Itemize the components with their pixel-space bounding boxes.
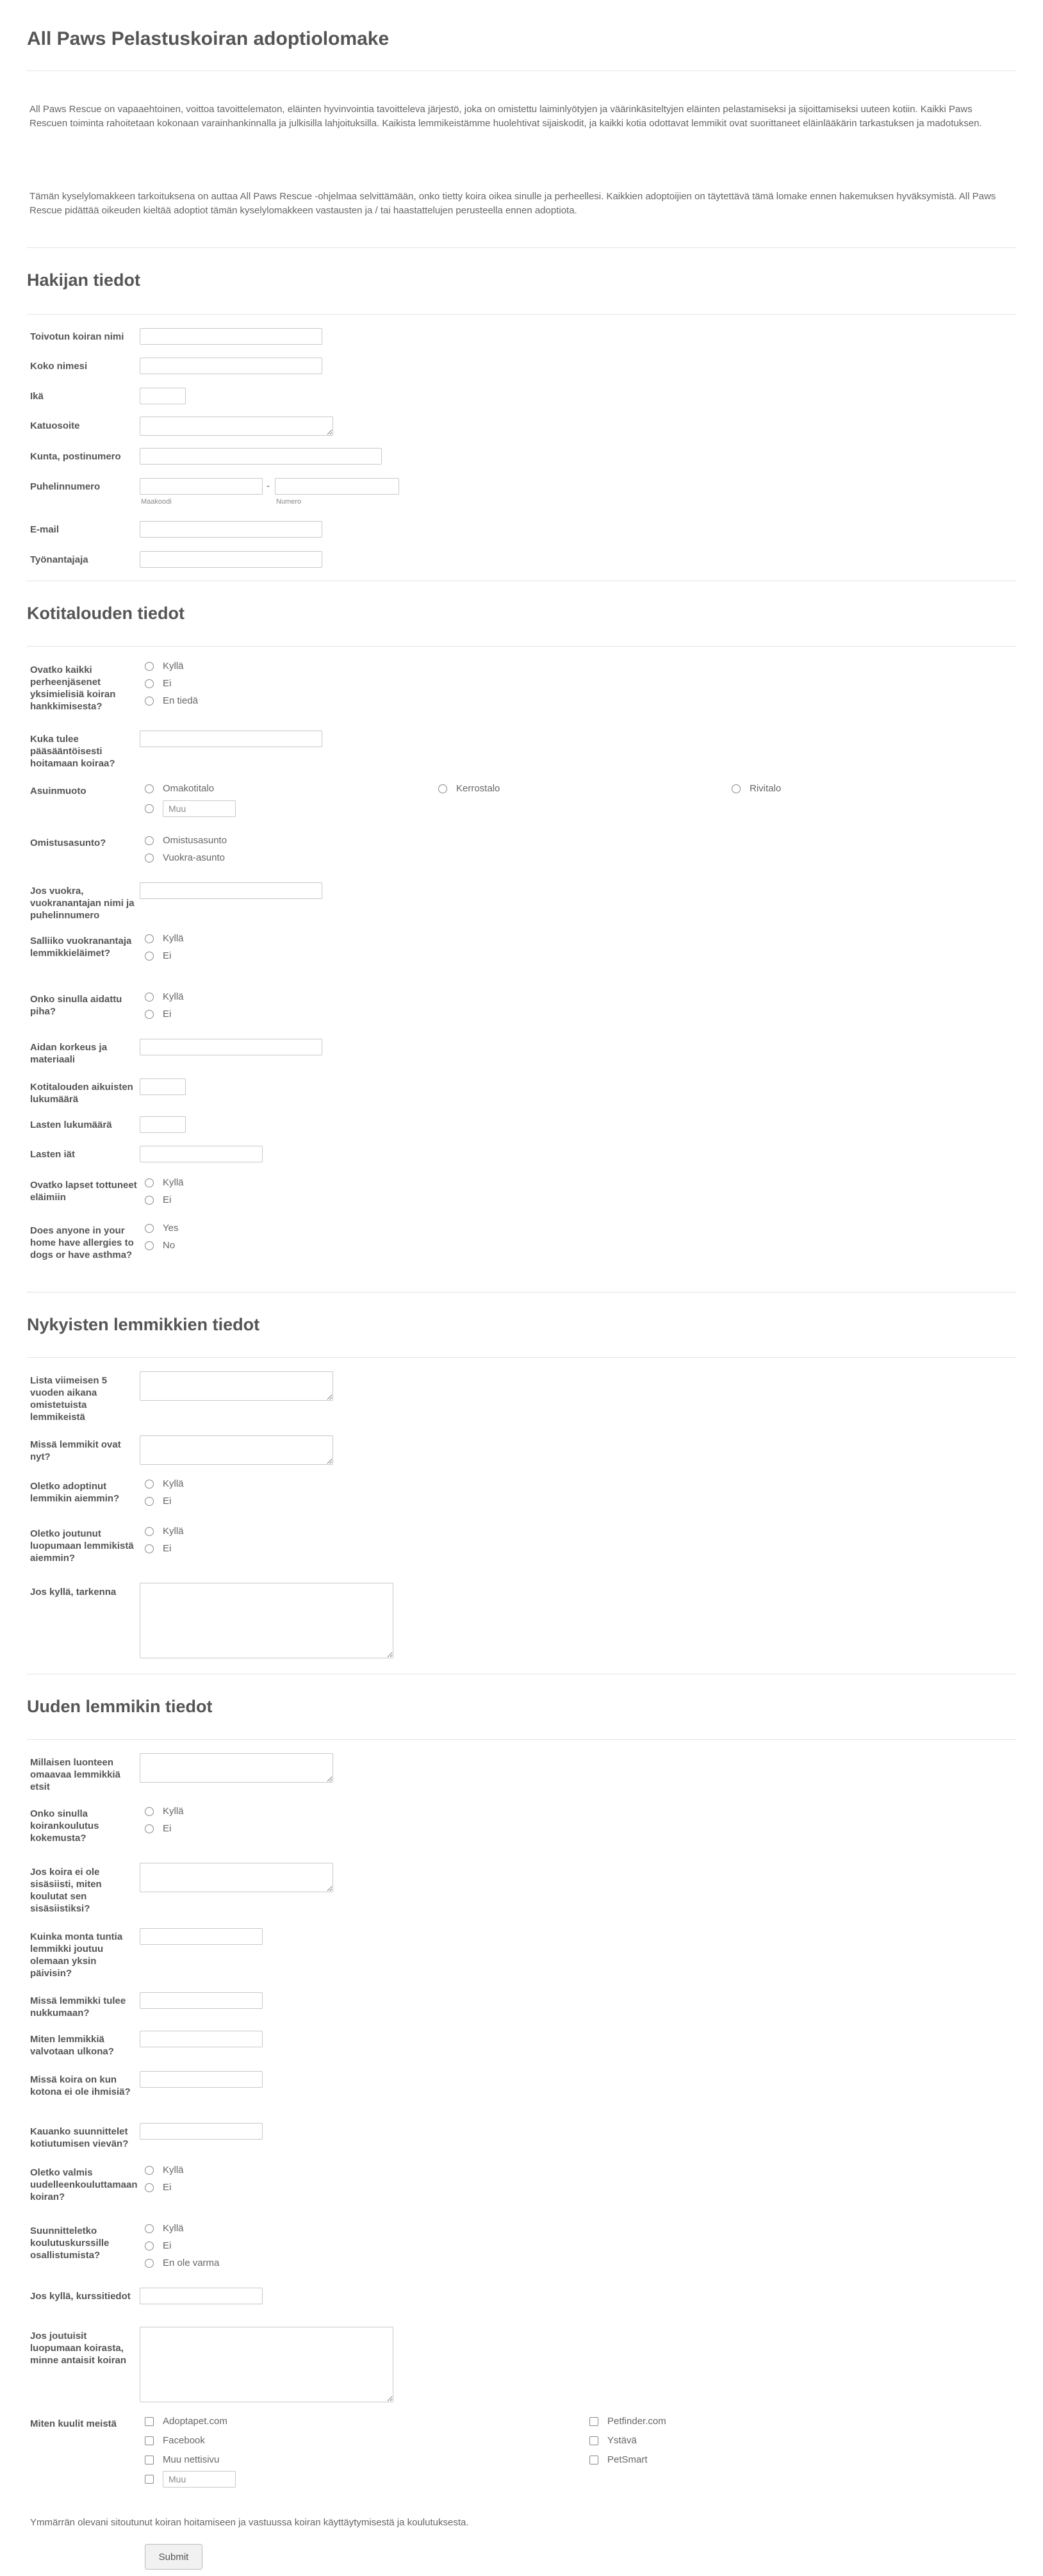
- housebreak-input[interactable]: [140, 1863, 333, 1892]
- ownership-rented[interactable]: Vuokra-asunto: [145, 852, 225, 863]
- email-label: E-mail: [30, 524, 60, 535]
- checkbox-icon[interactable]: [589, 2417, 598, 2426]
- age-label: Ikä: [30, 391, 44, 402]
- full-name-input[interactable]: [140, 358, 322, 374]
- adopted-before-label: Oletko adoptinut lemmikin aiemmin?: [30, 1481, 120, 1504]
- radio-icon[interactable]: [145, 697, 154, 706]
- checkbox-icon[interactable]: [145, 2436, 154, 2445]
- adopted-before-no[interactable]: Ei: [145, 1496, 171, 1507]
- radio-icon[interactable]: [438, 784, 447, 793]
- surrender-details-input[interactable]: [140, 1583, 393, 1658]
- divider: [27, 1357, 1016, 1358]
- referral-other[interactable]: [145, 2471, 236, 2488]
- referral-petsmart[interactable]: PetSmart: [589, 2454, 648, 2465]
- divider: [27, 1739, 1016, 1740]
- referral-adoptapet[interactable]: Adoptapet.com: [145, 2416, 227, 2427]
- training-course-no[interactable]: Ei: [145, 2240, 171, 2251]
- training-course-label: Suunnitteletko koulutuskurssille osallistumista?: [30, 2225, 110, 2261]
- city-zip-label: Kunta, postinumero: [30, 451, 121, 462]
- retrain-no[interactable]: Ei: [145, 2182, 171, 2193]
- family-agree-unsure[interactable]: En tiedä: [145, 695, 198, 706]
- fenced-yard-label: Onko sinulla aidattu piha?: [30, 994, 122, 1017]
- surrendered-before-label: Oletko joutunut luopumaan lemmikistä aiemmin?: [30, 1528, 134, 1564]
- landlord-input[interactable]: [140, 882, 322, 899]
- hours-alone-label: Kuinka monta tuntia lemmikki joutuu olemaan yksin päivisin?: [30, 1931, 123, 1979]
- email-input[interactable]: [140, 521, 322, 538]
- radio-icon[interactable]: [145, 2242, 154, 2250]
- allergy-label: Does anyone in your home have allergies to dogs or have asthma?: [30, 1225, 134, 1260]
- section-title-new-pet: Uuden lemmikin tiedot: [27, 1697, 213, 1716]
- dog-name-label: Toivotun koiran nimi: [30, 331, 124, 342]
- landlord-allow-yes[interactable]: Kyllä: [145, 933, 184, 944]
- intro-paragraph-2: Tämän kyselylomakkeen tarkoituksena on auttaa All Paws Rescue -ohjelmaa selvittämään, onko tietty koira oikea sinulle ja perheellesi. Kaikkien adoptoijien on täytettävä tämä lomake ennen hakemuksen hyväksymistä. All Paws Rescue pidättää oikeuden kieltää adoptiot tämän kyselylomakkeen vastausten ja / tai haastattelujen perusteella ennen adoptiota.: [29, 191, 996, 216]
- phone-label: Puhelinnumero: [30, 481, 101, 492]
- referral-label: Miten kuulit meistä: [30, 2418, 117, 2429]
- radio-icon[interactable]: [145, 2166, 154, 2175]
- referral-friend[interactable]: Ystävä: [589, 2435, 637, 2446]
- section-title-household: Kotitalouden tiedot: [27, 604, 185, 623]
- temperament-input[interactable]: [140, 1753, 333, 1783]
- family-agree-label: Ovatko kaikki perheenjäsenet yksimielisiä koiran hankkimisesta?: [30, 665, 116, 712]
- fenced-yard-no[interactable]: Ei: [145, 1009, 171, 1020]
- outdoor-supervision-label: Miten lemmikkiä valvotaan ulkona?: [30, 2034, 114, 2057]
- training-experience-yes[interactable]: Kyllä: [145, 1806, 184, 1817]
- children-pets-label: Ovatko lapset tottuneet eläimiin: [30, 1180, 137, 1203]
- pets-list-input[interactable]: [140, 1371, 333, 1401]
- dog-name-input[interactable]: [140, 328, 322, 345]
- radio-icon[interactable]: [145, 1241, 154, 1250]
- temperament-label: Millaisen luonteen omaavaa lemmikkiä etsit: [30, 1757, 120, 1792]
- full-name-label: Koko nimesi: [30, 361, 88, 372]
- radio-icon[interactable]: [145, 993, 154, 1002]
- radio-icon[interactable]: [145, 1497, 154, 1506]
- housing-apartment[interactable]: Kerrostalo: [438, 783, 500, 794]
- referral-petfinder[interactable]: Petfinder.com: [589, 2416, 666, 2427]
- age-input[interactable]: [140, 388, 186, 404]
- give-up-input[interactable]: [140, 2327, 393, 2402]
- radio-icon[interactable]: [145, 854, 154, 863]
- outdoor-supervision-input[interactable]: [140, 2031, 263, 2047]
- radio-icon[interactable]: [145, 679, 154, 688]
- allergy-yes[interactable]: Yes: [145, 1223, 178, 1234]
- landlord-label: Jos vuokra, vuokranantajan nimi ja puhelinnumero: [30, 886, 135, 921]
- section-title-applicant: Hakijan tiedot: [27, 270, 141, 290]
- hours-alone-input[interactable]: [140, 1928, 263, 1945]
- phone-number-sublabel: Numero: [276, 498, 302, 506]
- alone-place-label: Missä koira on kun kotona ei ole ihmisiä?: [30, 2074, 131, 2097]
- submit-button[interactable]: Submit: [145, 2544, 202, 2570]
- radio-icon[interactable]: [145, 1807, 154, 1816]
- radio-icon[interactable]: [145, 1480, 154, 1489]
- adopted-before-yes[interactable]: Kyllä: [145, 1478, 184, 1489]
- pets-list-label: Lista viimeisen 5 vuoden aikana omistetuista lemmikeistä: [30, 1375, 108, 1423]
- children-ages-label: Lasten iät: [30, 1149, 76, 1160]
- divider: [27, 70, 1016, 71]
- training-experience-label: Onko sinulla koirankoulutus kokemusta?: [30, 1808, 99, 1844]
- settle-time-input[interactable]: [140, 2123, 263, 2140]
- checkbox-icon[interactable]: [145, 2475, 154, 2484]
- radio-icon[interactable]: [145, 836, 154, 845]
- address-label: Katuosoite: [30, 420, 80, 431]
- divider: [27, 247, 1016, 248]
- fenced-yard-yes[interactable]: Kyllä: [145, 991, 184, 1002]
- divider: [27, 646, 1016, 647]
- children-pets-yes[interactable]: Kyllä: [145, 1177, 184, 1188]
- children-count-input[interactable]: [140, 1116, 186, 1133]
- landlord-allow-label: Salliiko vuokranantaja lemmikkieläimet?: [30, 936, 132, 959]
- course-details-input[interactable]: [140, 2288, 263, 2304]
- children-pets-no[interactable]: Ei: [145, 1194, 171, 1205]
- divider: [27, 314, 1016, 315]
- checkbox-icon[interactable]: [145, 2417, 154, 2426]
- alone-place-input[interactable]: [140, 2071, 263, 2088]
- surrendered-before-yes[interactable]: Kyllä: [145, 1526, 184, 1537]
- settle-time-label: Kauanko suunnittelet kotiutumisen vievän?: [30, 2126, 129, 2149]
- radio-icon[interactable]: [145, 2224, 154, 2233]
- intro-paragraph-1: All Paws Rescue on vapaaehtoinen, voittoa tavoittelematon, eläinten hyvinvointia tavoitteleva järjestö, joka on omistettu laiminlyötyjen ja väärinkäsiteltyjen eläinten pelastamiseksi ja sijoittamiseksi uuteen kotiin. Kaikki Paws Rescuen toiminta rahoitetaan kokonaan varainhankinnalla ja julkisilla lahjoituksilla. Kaikista lemmikeistämme huolehtivat sijaiskodit, ja kaikki kotia odottavat lemmikit ovat suorittaneet eläinlääkärin tarkastuksen ja madotuksen.: [29, 104, 982, 129]
- housing-house[interactable]: Omakotitalo: [145, 783, 214, 794]
- give-up-label: Jos joutuisit luopumaan koirasta, minne antaisit koiran: [30, 2331, 127, 2366]
- caretaker-label: Kuka tulee pääsääntöisesti hoitamaan koiraa?: [30, 734, 115, 769]
- children-count-label: Lasten lukumäärä: [30, 1119, 112, 1130]
- surrender-details-label: Jos kyllä, tarkenna: [30, 1587, 117, 1598]
- allergy-no[interactable]: No: [145, 1240, 175, 1251]
- checkbox-icon[interactable]: [145, 2456, 154, 2465]
- housebreak-label: Jos koira ei ole sisäsiisti, miten koulutat sen sisäsiistiksi?: [30, 1867, 102, 1914]
- fence-height-input[interactable]: [140, 1039, 322, 1055]
- commitment-statement: Ymmärrän olevani sitoutunut koiran hoitamiseen ja vastuussa koiran käyttäytymisestä ja koulutuksesta.: [30, 2517, 469, 2528]
- checkbox-icon[interactable]: [589, 2436, 598, 2445]
- radio-icon[interactable]: [145, 934, 154, 943]
- radio-icon[interactable]: [145, 1824, 154, 1833]
- fence-height-label: Aidan korkeus ja materiaali: [30, 1042, 108, 1065]
- housing-other-input[interactable]: [163, 800, 236, 817]
- phone-number-input[interactable]: [275, 478, 399, 495]
- ownership-owned[interactable]: Omistusasunto: [145, 835, 227, 846]
- landlord-allow-no[interactable]: Ei: [145, 950, 171, 961]
- city-zip-input[interactable]: [140, 448, 382, 465]
- radio-icon[interactable]: [145, 662, 154, 671]
- radio-icon[interactable]: [145, 2183, 154, 2192]
- retrain-label: Oletko valmis uudelleenkouluttamaan koiran?: [30, 2167, 138, 2202]
- phone-separator: -: [267, 481, 270, 491]
- ownership-label: Omistusasunto?: [30, 838, 106, 848]
- radio-icon[interactable]: [145, 1178, 154, 1187]
- radio-icon[interactable]: [145, 1544, 154, 1553]
- adults-count-label: Kotitalouden aikuisten lukumäärä: [30, 1082, 133, 1105]
- housing-label: Asuinmuoto: [30, 786, 86, 797]
- pets-now-label: Missä lemmikit ovat nyt?: [30, 1439, 121, 1462]
- children-ages-input[interactable]: [140, 1146, 263, 1162]
- housing-townhouse[interactable]: Rivitalo: [732, 783, 781, 794]
- form-title: All Paws Pelastuskoiran adoptiolomake: [27, 28, 390, 49]
- radio-icon[interactable]: [145, 1010, 154, 1019]
- pets-now-input[interactable]: [140, 1435, 333, 1465]
- radio-icon[interactable]: [145, 784, 154, 793]
- referral-facebook[interactable]: Facebook: [145, 2435, 205, 2446]
- training-course-yes[interactable]: Kyllä: [145, 2223, 184, 2234]
- retrain-yes[interactable]: Kyllä: [145, 2165, 184, 2176]
- family-agree-yes[interactable]: Kyllä: [145, 661, 184, 672]
- referral-other-input[interactable]: [163, 2471, 236, 2488]
- referral-other-website[interactable]: Muu nettisivu: [145, 2454, 219, 2465]
- course-details-label: Jos kyllä, kurssitiedot: [30, 2291, 131, 2302]
- surrendered-before-no[interactable]: Ei: [145, 1543, 171, 1554]
- radio-icon[interactable]: [145, 1224, 154, 1233]
- training-experience-no[interactable]: Ei: [145, 1823, 171, 1834]
- radio-icon[interactable]: [145, 952, 154, 961]
- checkbox-icon[interactable]: [589, 2456, 598, 2465]
- radio-icon[interactable]: [145, 2259, 154, 2268]
- sleep-place-label: Missä lemmikki tulee nukkumaan?: [30, 1995, 126, 2019]
- employer-input[interactable]: [140, 551, 322, 568]
- caretaker-input[interactable]: [140, 731, 322, 747]
- housing-other[interactable]: [145, 800, 236, 817]
- sleep-place-input[interactable]: [140, 1992, 263, 2009]
- address-input[interactable]: [140, 417, 333, 436]
- family-agree-no[interactable]: Ei: [145, 678, 171, 689]
- employer-label: Työnantajaja: [30, 554, 88, 565]
- phone-area-sublabel: Maakoodi: [141, 498, 172, 506]
- phone-area-code-input[interactable]: [140, 478, 263, 495]
- radio-icon[interactable]: [145, 804, 154, 813]
- radio-icon[interactable]: [145, 1527, 154, 1536]
- radio-icon[interactable]: [145, 1196, 154, 1205]
- training-course-unsure[interactable]: En ole varma: [145, 2258, 219, 2268]
- adults-count-input[interactable]: [140, 1078, 186, 1095]
- section-title-current-pets: Nykyisten lemmikkien tiedot: [27, 1315, 260, 1334]
- radio-icon[interactable]: [732, 784, 741, 793]
